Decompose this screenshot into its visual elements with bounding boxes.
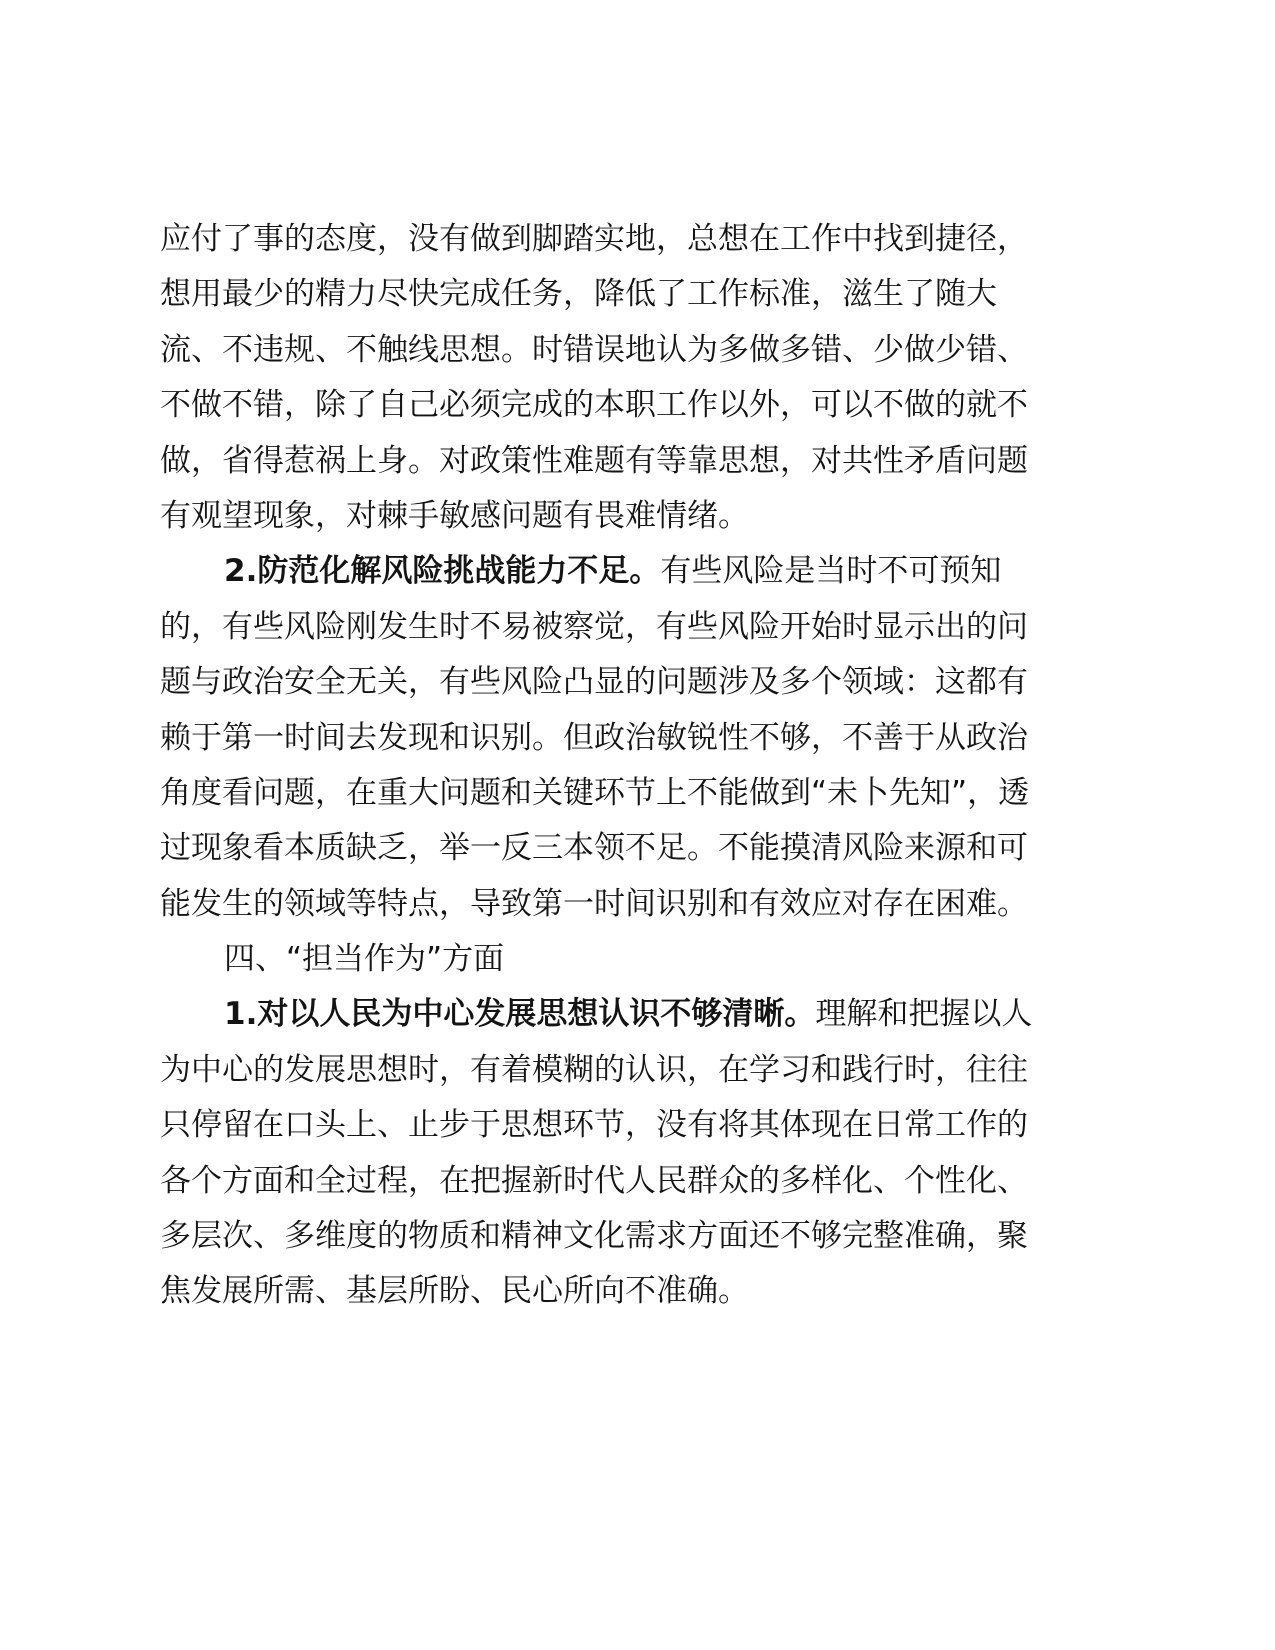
paragraph-1	[160, 212, 1160, 544]
text-line: 能发生的领域等特点，导致第一时间识别和有效应对存在困难。	[160, 885, 1028, 922]
text-line: 题与政治安全无关，有些风险凸显的问题涉及多个领域：这都有	[160, 664, 1028, 701]
text-line: 多层次、多维度的物质和精神文化需求方面还不够完整准确，聚	[160, 1218, 1028, 1255]
text-line: 赖于第一时间去发现和识别。但政治敏锐性不够，不善于从政治	[160, 719, 1028, 756]
paragraph-text: 理解和把握以人	[815, 996, 1033, 1033]
text-line: 过现象看本质缺乏，举一反三本领不足。不能摸清风险来源和可	[160, 830, 1028, 867]
text-line: 的，有些风险刚发生时不易被察觉，有些风险开始时显示出的问	[160, 608, 1028, 645]
text-line: 做，省得惹祸上身。对政策性难题有等靠思想，对共性矛盾问题	[160, 442, 1028, 479]
text-line: 流、不违规、不触线思想。时错误地认为多做多错、少做少错、	[160, 331, 1028, 368]
paragraph-heading: 2.防范化解风险挑战能力不足。	[224, 553, 661, 590]
paragraph-first-line	[160, 987, 1160, 1042]
paragraph-3	[160, 987, 1160, 1319]
text-line: 角度看问题，在重大问题和关键环节上不能做到“未卜先知”，透	[160, 774, 1030, 811]
paragraph-heading: 1.对以人民为中心发展思想认识不够清晰。	[224, 996, 816, 1033]
section-heading: 四、“担当作为”方面	[224, 941, 505, 978]
text-line: 有观望现象，对棘手敏感问题有畏难情绪。	[160, 497, 749, 534]
text-line: 应付了事的态度，没有做到脚踏实地，总想在工作中找到捷径，	[160, 221, 1028, 257]
text-line: 焦发展所需、基层所盼、民心所向不准确。	[160, 1273, 749, 1310]
paragraph-text: 有些风险是当时不可预知	[660, 553, 1002, 590]
text-line: 不做不错，除了自己必须完成的本职工作以外，可以不做的就不	[160, 387, 1028, 424]
paragraph-2	[160, 544, 1160, 932]
paragraph-first-line	[160, 544, 1160, 599]
text-line: 想用最少的精力尽快完成任务，降低了工作标准，滋生了随大	[160, 276, 997, 313]
text-line: 只停留在口头上、止步于思想环节，没有将其体现在日常工作的	[160, 1107, 1028, 1144]
text-line: 为中心的发展思想时，有着模糊的认识，在学习和践行时，往往	[160, 1051, 1028, 1088]
text-line: 各个方面和全过程，在把握新时代人民群众的多样化、个性化、	[160, 1162, 1028, 1199]
document-body	[160, 212, 1160, 1320]
